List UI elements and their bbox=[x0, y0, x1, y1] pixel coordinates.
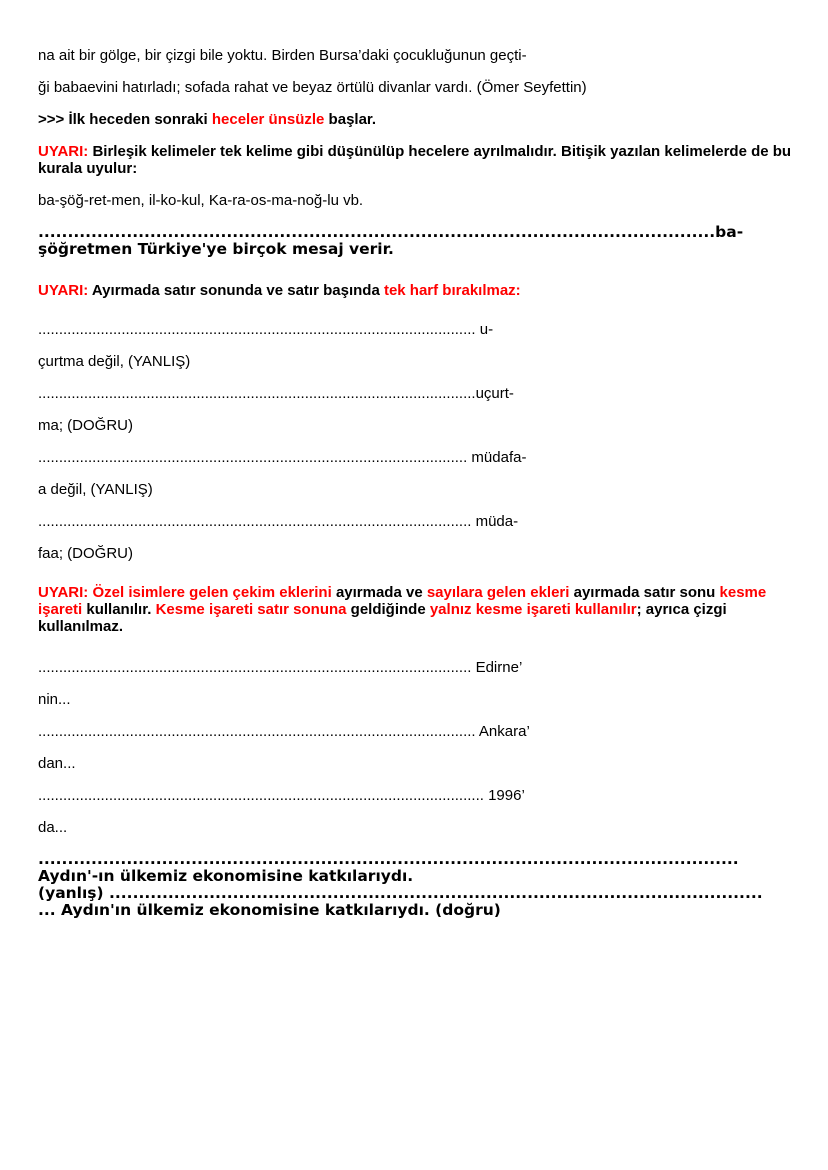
dotted-example-line bbox=[38, 851, 792, 868]
text-run: başlar. bbox=[324, 111, 377, 128]
final-example-block bbox=[38, 851, 792, 919]
example-line bbox=[38, 755, 792, 772]
dotted-example-line bbox=[38, 385, 792, 402]
example-line bbox=[38, 902, 792, 919]
warning-label: UYARI: bbox=[38, 584, 93, 601]
text-run: ba-şöğ-ret-men, il-ko-kul, Ka-ra-os-ma-noğ-lu vb. bbox=[38, 192, 364, 209]
example-line bbox=[38, 868, 792, 885]
text-run: ...................................................................................................................ba- bbox=[38, 223, 744, 241]
text-run: şöğretmen Türkiye'ye birçok mesaj verir. bbox=[38, 240, 394, 258]
text-run: dan... bbox=[38, 755, 76, 772]
rule-heading bbox=[38, 111, 792, 128]
dotted-example-line bbox=[38, 321, 792, 338]
text-run: ma; (DOĞRU) bbox=[38, 417, 133, 434]
dotted-example-line bbox=[38, 513, 792, 530]
text-run: ....................................................................................................................... bbox=[38, 850, 739, 868]
text-run: (yanlış) ............................................................................................................... bbox=[38, 884, 763, 902]
highlighted-text-run: kesme işareti bbox=[38, 584, 767, 618]
text-run: ği babaevini hatırladı; sofada rahat ve beyaz örtülü divanlar vardı. (Ömer Seyfettin) bbox=[38, 79, 587, 96]
text-run: Ayırmada satır sonunda ve satır başında bbox=[91, 282, 384, 299]
text-line bbox=[38, 79, 792, 96]
example-line bbox=[38, 417, 792, 434]
text-run: ........................................................................................................... 1996’ bbox=[38, 787, 525, 804]
dotted-example-line bbox=[38, 659, 792, 676]
example-line bbox=[38, 241, 792, 258]
warning-paragraph bbox=[38, 282, 792, 299]
text-run: ; ayrıca çizgi kullanılmaz. bbox=[38, 601, 727, 635]
text-run: Birleşik kelimeler tek kelime gibi düşünülüp hecelere ayrılmalıdır. Bitişik yazılan kelimelerde de bu kurala uyulur: bbox=[38, 143, 792, 177]
example-line bbox=[38, 353, 792, 370]
highlighted-text-run: yalnız kesme işareti kullanılır bbox=[429, 601, 637, 618]
text-run: geldiğinde bbox=[350, 601, 430, 618]
highlighted-text-run: tek harf bırakılmaz: bbox=[383, 282, 521, 299]
text-run: ........................................................................................................ müda- bbox=[38, 513, 519, 530]
text-run: >>> İlk heceden sonraki bbox=[38, 111, 212, 128]
dotted-example-line bbox=[38, 224, 792, 241]
text-run: .........................................................................................................uçurt- bbox=[38, 385, 514, 402]
text-run: nin... bbox=[38, 691, 71, 708]
highlighted-text-run: sayılara gelen ekleri bbox=[426, 584, 574, 601]
highlighted-text-run: heceler ünsüzle bbox=[211, 111, 325, 128]
text-run: ayırmada ve bbox=[335, 584, 427, 601]
highlighted-text-run: Özel isimlere gelen çekim eklerini bbox=[92, 584, 336, 601]
text-run: ......................................................................................................... Ankara’ bbox=[38, 723, 530, 740]
text-run: da... bbox=[38, 819, 68, 836]
text-run: ....................................................................................................... müdafa- bbox=[38, 449, 527, 466]
text-run: çurtma değil, (YANLIŞ) bbox=[38, 353, 191, 370]
dotted-example-line bbox=[38, 885, 792, 902]
text-run: faa; (DOĞRU) bbox=[38, 545, 134, 562]
warning-paragraph bbox=[38, 584, 792, 635]
text-run: a değil, (YANLIŞ) bbox=[38, 481, 153, 498]
example-line bbox=[38, 691, 792, 708]
warning-paragraph bbox=[38, 143, 792, 177]
text-run: ... Aydın'ın ülkemiz ekonomisine katkılarıydı. (doğru) bbox=[38, 901, 501, 919]
example-line bbox=[38, 192, 792, 209]
text-run: ......................................................................................................... u- bbox=[38, 321, 494, 338]
dotted-example-line bbox=[38, 723, 792, 740]
example-line bbox=[38, 819, 792, 836]
text-run: ayırmada satır sonu bbox=[573, 584, 720, 601]
text-run: ........................................................................................................ Edirne’ bbox=[38, 659, 523, 676]
warning-label: UYARI: bbox=[38, 143, 93, 160]
dotted-example-line bbox=[38, 449, 792, 466]
highlighted-text-run: Kesme işareti satır sonuna bbox=[155, 601, 351, 618]
warning-label: UYARI: bbox=[38, 282, 92, 299]
example-line bbox=[38, 481, 792, 498]
text-run: Aydın'-ın ülkemiz ekonomisine katkılarıydı. bbox=[38, 867, 414, 885]
text-line bbox=[38, 47, 792, 64]
text-run: na ait bir gölge, bir çizgi bile yoktu. Birden Bursa’daki çocukluğunun geçti- bbox=[38, 47, 527, 64]
dotted-example-line bbox=[38, 787, 792, 804]
example-line bbox=[38, 545, 792, 562]
text-run: kullanılır. bbox=[86, 601, 156, 618]
